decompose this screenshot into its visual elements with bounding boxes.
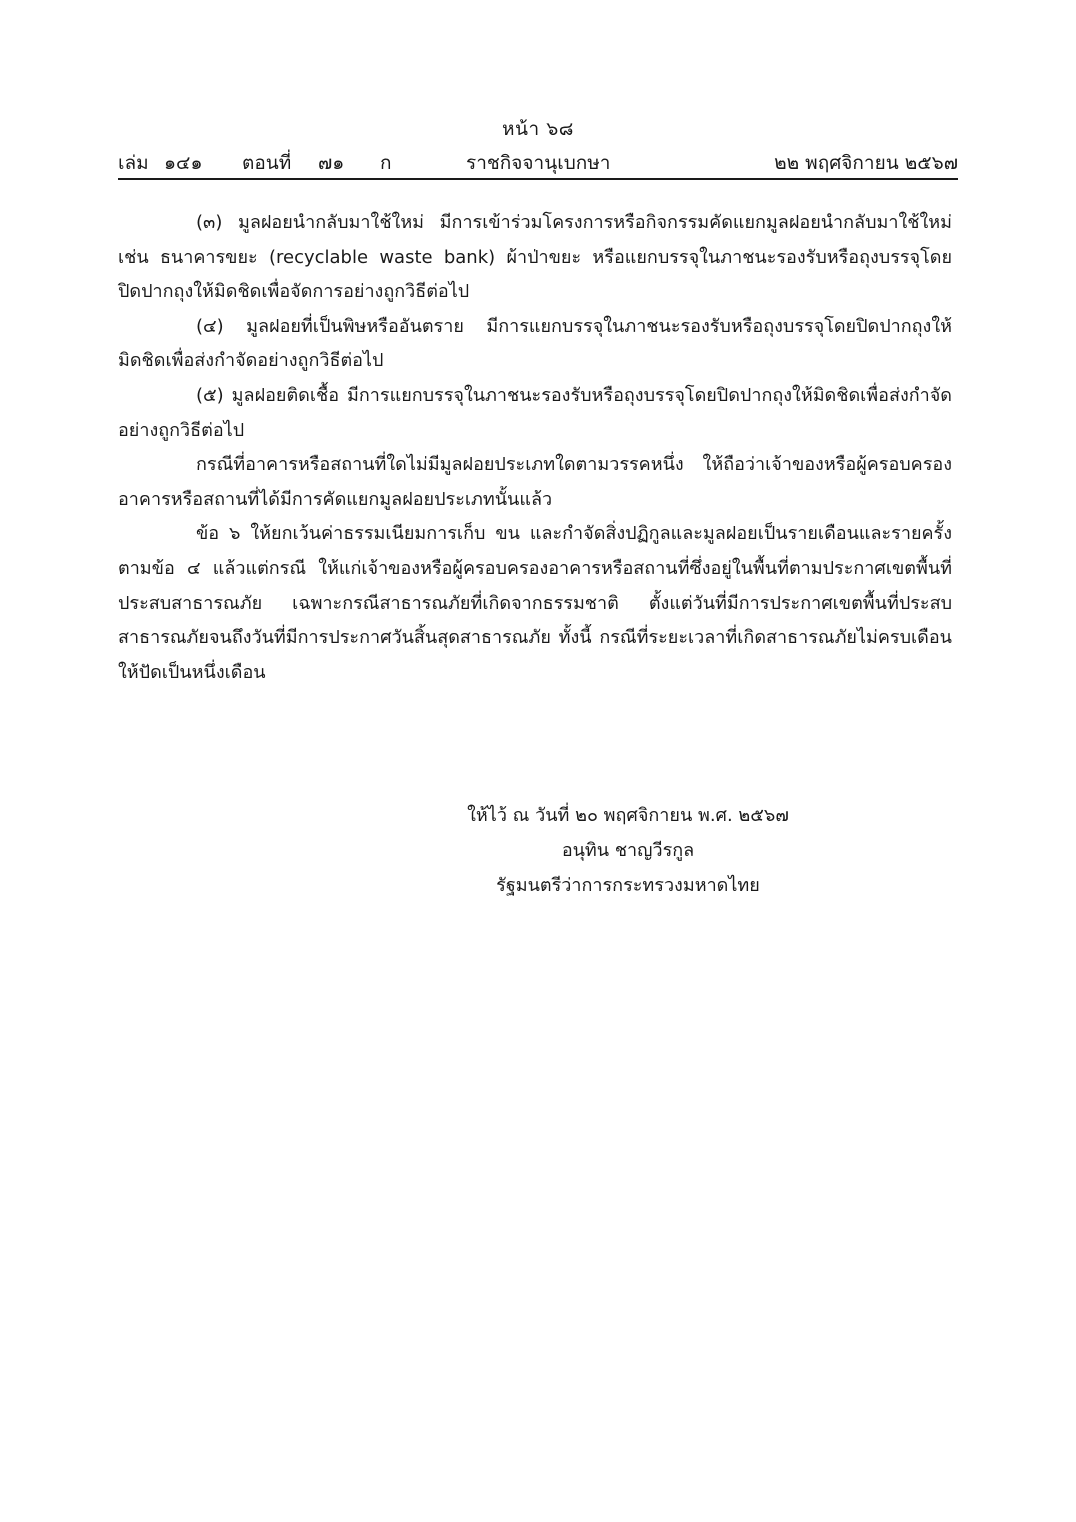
body-text xyxy=(118,206,952,690)
gazette-name: ราชกิจจานุเบกษา xyxy=(466,152,611,174)
paragraph-item-4: (๔) มูลฝอยที่เป็นพิษหรืออันตราย มีการแยกบรรจุในภาชนะรองรับหรือถุงบรรจุโดยปิดปากถุงให้มิดชิดเพื่อส่งกำจัดอย่างถูกวิธีต่อไป xyxy=(118,315,952,372)
signatory-name: อนุทิน ชาญวีรกูล xyxy=(561,840,695,861)
header-divider xyxy=(118,178,958,180)
signatory-title: รัฐมนตรีว่าการกระทรวงมหาดไทย xyxy=(496,875,760,896)
volume-number: ๑๔๑ xyxy=(164,152,203,174)
publication-date: ๒๒ พฤศจิกายน ๒๕๖๗ xyxy=(774,152,958,174)
issue-number: ๗๑ xyxy=(318,152,345,174)
volume-label: เล่ม xyxy=(118,152,149,174)
paragraph-clause-6: ข้อ ๖ ให้ยกเว้นค่าธรรมเนียมการเก็บ ขน และกำจัดสิ่งปฏิกูลและมูลฝอยเป็นรายเดือนและรายครั้งตามข้อ ๔ แล้วแต่กรณี ให้แก่เจ้าของหรือผู้ครอบครองอาคารหรือสถานที่ซึ่งอยู่ในพื้นที่ตามประกาศเขตพื้นที่ประสบสาธารณภัย เฉพาะกรณีสาธารณภัยที่เกิดจากธรรมชาติ ตั้งแต่วันที่มีการประกาศเขตพื้นที่ประสบสาธารณภัยจนถึงวันที่มีการประกาศวันสิ้นสุดสาธารณภัย ทั้งนี้ กรณีที่ระยะเวลาที่เกิดสาธารณภัยไม่ครบเดือนให้ปัดเป็นหนึ่งเดือน xyxy=(118,523,952,683)
page-number: หน้า ๖๘ xyxy=(502,118,574,140)
paragraph-item-5: (๕) มูลฝอยติดเชื้อ มีการแยกบรรจุในภาชนะรองรับหรือถุงบรรจุโดยปิดปากถุงให้มิดชิดเพื่อส่งกำจัดอย่างถูกวิธีต่อไป xyxy=(118,384,952,441)
signature-date: ให้ไว้ ณ วันที่ ๒๐ พฤศจิกายน พ.ศ. ๒๕๖๗ xyxy=(467,805,789,826)
gazette-header xyxy=(118,148,958,178)
signature-block xyxy=(0,798,1076,903)
section-letter: ก xyxy=(380,152,392,174)
issue-label: ตอนที่ xyxy=(242,152,292,174)
paragraph-item-3: (๓) มูลฝอยนำกลับมาใช้ใหม่ มีการเข้าร่วมโครงการหรือกิจกรรมคัดแยกมูลฝอยนำกลับมาใช้ใหม่ เช่น ธนาคารขยะ (recyclable waste bank) ผ้าป่าขยะ หรือแยกบรรจุในภาชนะรองรับหรือถุงบรรจุโดยปิดปากถุงให้มิดชิดเพื่อจัดการอย่างถูกวิธีต่อไป xyxy=(118,212,952,303)
paragraph-exception: กรณีที่อาคารหรือสถานที่ใดไม่มีมูลฝอยประเภทใดตามวรรคหนึ่ง ให้ถือว่าเจ้าของหรือผู้ครอบครองอาคารหรือสถานที่ได้มีการคัดแยกมูลฝอยประเภทนั้นแล้ว xyxy=(118,454,952,510)
